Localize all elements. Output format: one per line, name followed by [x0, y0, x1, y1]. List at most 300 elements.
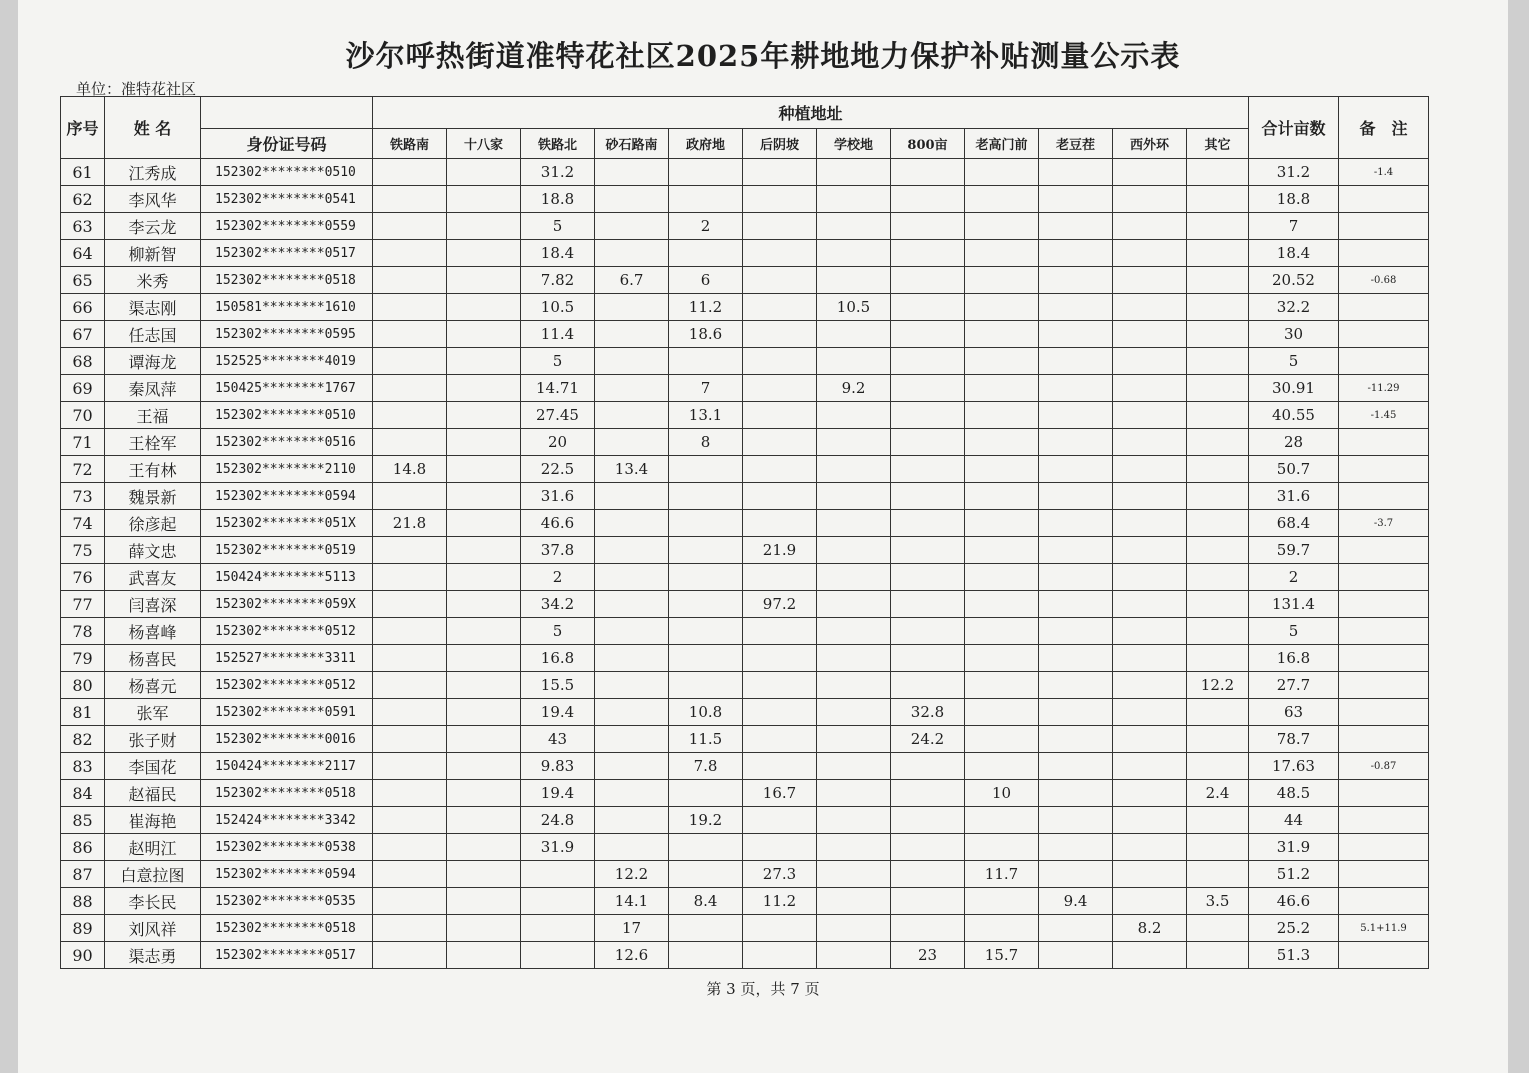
- total-cell: 18.8: [1249, 186, 1339, 213]
- area-cell: [595, 564, 669, 591]
- area-cell: [669, 483, 743, 510]
- area-cell: [373, 240, 447, 267]
- name-cell: 王栓军: [105, 429, 201, 456]
- seq-cell: 61: [61, 159, 105, 186]
- area-cell: [595, 753, 669, 780]
- area-cell: [1113, 726, 1187, 753]
- table-row: [61, 186, 1429, 213]
- area-cell: [891, 537, 965, 564]
- area-cell: [743, 915, 817, 942]
- area-cell: [1113, 780, 1187, 807]
- area-cell: 34.2: [521, 591, 595, 618]
- unit-label: 单位：准特花社区: [76, 80, 197, 98]
- table-row: [61, 294, 1429, 321]
- area-cell: [1039, 429, 1113, 456]
- name-cell: 魏景新: [105, 483, 201, 510]
- subsidy-table: [60, 96, 1429, 969]
- seq-cell: 70: [61, 402, 105, 429]
- place-header: 老豆茬: [1039, 129, 1113, 159]
- area-cell: [1187, 861, 1249, 888]
- seq-cell: 83: [61, 753, 105, 780]
- area-cell: 10: [965, 780, 1039, 807]
- area-cell: [817, 888, 891, 915]
- area-cell: 5: [521, 618, 595, 645]
- name-cell: 杨喜峰: [105, 618, 201, 645]
- remark-cell: -11.29: [1339, 375, 1429, 402]
- area-cell: 18.8: [521, 186, 595, 213]
- id-cell: 152302********0518: [201, 780, 373, 807]
- area-cell: [669, 159, 743, 186]
- seq-cell: 90: [61, 942, 105, 969]
- area-cell: [891, 834, 965, 861]
- area-cell: [373, 294, 447, 321]
- area-cell: [447, 672, 521, 699]
- area-cell: [1187, 348, 1249, 375]
- area-cell: [373, 645, 447, 672]
- area-cell: [595, 429, 669, 456]
- area-cell: [595, 159, 669, 186]
- area-cell: [817, 429, 891, 456]
- area-cell: [965, 564, 1039, 591]
- area-cell: [669, 780, 743, 807]
- area-cell: [817, 402, 891, 429]
- area-cell: [965, 672, 1039, 699]
- area-cell: 6.7: [595, 267, 669, 294]
- area-cell: [743, 186, 817, 213]
- area-cell: [1113, 267, 1187, 294]
- place-header: 政府地: [669, 129, 743, 159]
- name-header: 姓 名: [105, 97, 201, 159]
- area-cell: [669, 618, 743, 645]
- area-cell: [817, 699, 891, 726]
- seq-cell: 76: [61, 564, 105, 591]
- area-cell: [1187, 402, 1249, 429]
- area-cell: 10.8: [669, 699, 743, 726]
- name-cell: 王福: [105, 402, 201, 429]
- area-cell: [817, 213, 891, 240]
- area-cell: 18.6: [669, 321, 743, 348]
- total-cell: 2: [1249, 564, 1339, 591]
- area-cell: [891, 348, 965, 375]
- area-cell: 2: [521, 564, 595, 591]
- area-cell: 10.5: [521, 294, 595, 321]
- area-cell: [743, 294, 817, 321]
- id-cell: 152302********0510: [201, 159, 373, 186]
- id-cell: 152525********4019: [201, 348, 373, 375]
- name-cell: 秦凤萍: [105, 375, 201, 402]
- id-cell: 152527********3311: [201, 645, 373, 672]
- total-cell: 28: [1249, 429, 1339, 456]
- area-cell: [373, 591, 447, 618]
- remark-cell: [1339, 699, 1429, 726]
- area-cell: [1113, 159, 1187, 186]
- document-title: 沙尔呼热街道准特花社区2025年耕地地力保护补贴测量公示表: [345, 39, 1181, 73]
- table-row: [61, 510, 1429, 537]
- area-cell: [1187, 483, 1249, 510]
- area-cell: [965, 213, 1039, 240]
- area-cell: 11.4: [521, 321, 595, 348]
- table-row: [61, 483, 1429, 510]
- area-cell: [891, 429, 965, 456]
- area-cell: [669, 537, 743, 564]
- area-cell: [595, 726, 669, 753]
- area-cell: [1113, 240, 1187, 267]
- seq-cell: 69: [61, 375, 105, 402]
- area-cell: [965, 429, 1039, 456]
- seq-cell: 89: [61, 915, 105, 942]
- table-row: [61, 672, 1429, 699]
- id-header-top: [201, 97, 373, 129]
- seq-cell: 68: [61, 348, 105, 375]
- place-header: 铁路北: [521, 129, 595, 159]
- name-cell: 张军: [105, 699, 201, 726]
- area-cell: [595, 672, 669, 699]
- area-cell: [447, 456, 521, 483]
- area-cell: [1039, 834, 1113, 861]
- area-cell: [373, 888, 447, 915]
- area-cell: 21.8: [373, 510, 447, 537]
- area-cell: [521, 942, 595, 969]
- area-cell: [1187, 240, 1249, 267]
- area-cell: 18.4: [521, 240, 595, 267]
- area-cell: [743, 240, 817, 267]
- area-cell: 2.4: [1187, 780, 1249, 807]
- place-header: 铁路南: [373, 129, 447, 159]
- area-cell: 8: [669, 429, 743, 456]
- area-cell: [595, 618, 669, 645]
- area-cell: [1187, 159, 1249, 186]
- area-cell: [1039, 159, 1113, 186]
- area-cell: [965, 807, 1039, 834]
- area-cell: [1039, 861, 1113, 888]
- seq-cell: 64: [61, 240, 105, 267]
- area-cell: [1039, 510, 1113, 537]
- area-cell: 8.2: [1113, 915, 1187, 942]
- name-cell: 李风华: [105, 186, 201, 213]
- id-cell: 152424********3342: [201, 807, 373, 834]
- name-cell: 谭海龙: [105, 348, 201, 375]
- area-cell: 8.4: [669, 888, 743, 915]
- area-cell: [743, 213, 817, 240]
- area-cell: [891, 267, 965, 294]
- total-cell: 7: [1249, 213, 1339, 240]
- area-cell: [447, 753, 521, 780]
- area-cell: [817, 186, 891, 213]
- remark-cell: [1339, 294, 1429, 321]
- id-cell: 152302********0541: [201, 186, 373, 213]
- area-cell: [1039, 753, 1113, 780]
- area-cell: [817, 618, 891, 645]
- area-cell: [1187, 213, 1249, 240]
- area-cell: [373, 321, 447, 348]
- table-row: [61, 348, 1429, 375]
- area-cell: [817, 672, 891, 699]
- area-cell: [1039, 645, 1113, 672]
- remark-cell: [1339, 564, 1429, 591]
- area-cell: 9.4: [1039, 888, 1113, 915]
- area-cell: [447, 429, 521, 456]
- area-cell: 14.1: [595, 888, 669, 915]
- table-row: [61, 591, 1429, 618]
- id-cell: 152302********0518: [201, 915, 373, 942]
- area-cell: [595, 780, 669, 807]
- place-header: 800亩: [891, 129, 965, 159]
- area-cell: 6: [669, 267, 743, 294]
- table-row: [61, 942, 1429, 969]
- area-cell: 5: [521, 213, 595, 240]
- area-cell: 27.45: [521, 402, 595, 429]
- area-cell: [1187, 456, 1249, 483]
- area-cell: [743, 564, 817, 591]
- total-cell: 46.6: [1249, 888, 1339, 915]
- area-cell: [891, 753, 965, 780]
- area-cell: [595, 591, 669, 618]
- area-cell: [595, 510, 669, 537]
- area-cell: 19.2: [669, 807, 743, 834]
- area-cell: [891, 807, 965, 834]
- id-cell: 152302********059X: [201, 591, 373, 618]
- name-cell: 李长民: [105, 888, 201, 915]
- remark-cell: -1.4: [1339, 159, 1429, 186]
- area-cell: [447, 537, 521, 564]
- area-cell: 15.7: [965, 942, 1039, 969]
- area-cell: [1039, 348, 1113, 375]
- name-cell: 米秀: [105, 267, 201, 294]
- seq-cell: 86: [61, 834, 105, 861]
- area-cell: 12.2: [595, 861, 669, 888]
- id-cell: 152302********0512: [201, 672, 373, 699]
- area-cell: [373, 375, 447, 402]
- area-cell: [447, 483, 521, 510]
- area-cell: [447, 348, 521, 375]
- area-cell: 7.8: [669, 753, 743, 780]
- total-cell: 30.91: [1249, 375, 1339, 402]
- area-cell: 5: [521, 348, 595, 375]
- area-cell: [373, 483, 447, 510]
- area-cell: [817, 753, 891, 780]
- id-cell: 152302********0016: [201, 726, 373, 753]
- area-cell: [595, 402, 669, 429]
- remark-cell: [1339, 834, 1429, 861]
- area-cell: [595, 294, 669, 321]
- area-cell: [891, 672, 965, 699]
- area-cell: [669, 915, 743, 942]
- table-row: [61, 321, 1429, 348]
- area-cell: [965, 456, 1039, 483]
- remark-cell: [1339, 591, 1429, 618]
- remark-cell: -3.7: [1339, 510, 1429, 537]
- area-cell: [1187, 375, 1249, 402]
- area-cell: [965, 321, 1039, 348]
- table-row: [61, 402, 1429, 429]
- area-cell: [1113, 591, 1187, 618]
- area-cell: 32.8: [891, 699, 965, 726]
- area-cell: [817, 645, 891, 672]
- total-cell: 30: [1249, 321, 1339, 348]
- area-cell: [817, 861, 891, 888]
- name-cell: 江秀成: [105, 159, 201, 186]
- table-body: [61, 159, 1429, 969]
- area-cell: [965, 591, 1039, 618]
- seq-cell: 85: [61, 807, 105, 834]
- area-cell: [1113, 429, 1187, 456]
- area-cell: [1039, 402, 1113, 429]
- area-cell: [1113, 618, 1187, 645]
- place-header: 十八家: [447, 129, 521, 159]
- area-cell: [373, 753, 447, 780]
- area-cell: [1113, 861, 1187, 888]
- name-cell: 闫喜深: [105, 591, 201, 618]
- table-row: [61, 861, 1429, 888]
- area-cell: 12.6: [595, 942, 669, 969]
- remark-cell: [1339, 942, 1429, 969]
- area-cell: [669, 672, 743, 699]
- remark-cell: -1.45: [1339, 402, 1429, 429]
- area-cell: 43: [521, 726, 595, 753]
- area-cell: [1113, 456, 1187, 483]
- area-cell: 16.7: [743, 780, 817, 807]
- area-cell: 24.2: [891, 726, 965, 753]
- area-cell: [965, 375, 1039, 402]
- area-cell: 13.4: [595, 456, 669, 483]
- seq-cell: 79: [61, 645, 105, 672]
- area-cell: [891, 321, 965, 348]
- area-cell: [1113, 645, 1187, 672]
- area-cell: [1039, 915, 1113, 942]
- remark-header: 备 注: [1339, 97, 1429, 159]
- seq-cell: 71: [61, 429, 105, 456]
- name-cell: 李国花: [105, 753, 201, 780]
- area-cell: [743, 618, 817, 645]
- area-cell: [669, 942, 743, 969]
- area-cell: [1187, 645, 1249, 672]
- total-cell: 40.55: [1249, 402, 1339, 429]
- total-cell: 17.63: [1249, 753, 1339, 780]
- seq-cell: 66: [61, 294, 105, 321]
- area-cell: [891, 618, 965, 645]
- area-cell: 11.5: [669, 726, 743, 753]
- area-cell: 31.2: [521, 159, 595, 186]
- area-cell: 11.2: [743, 888, 817, 915]
- area-cell: [373, 915, 447, 942]
- area-cell: [891, 240, 965, 267]
- area-cell: 27.3: [743, 861, 817, 888]
- area-cell: [1039, 294, 1113, 321]
- area-cell: [1113, 483, 1187, 510]
- table-row: [61, 780, 1429, 807]
- area-cell: [1113, 564, 1187, 591]
- area-cell: [1113, 753, 1187, 780]
- area-cell: [373, 726, 447, 753]
- area-cell: 15.5: [521, 672, 595, 699]
- area-cell: [1039, 672, 1113, 699]
- name-cell: 张子财: [105, 726, 201, 753]
- area-cell: [447, 618, 521, 645]
- area-cell: [595, 240, 669, 267]
- area-cell: [743, 753, 817, 780]
- area-cell: [447, 834, 521, 861]
- area-cell: [965, 159, 1039, 186]
- area-cell: [595, 213, 669, 240]
- id-cell: 152302********0510: [201, 402, 373, 429]
- area-cell: 21.9: [743, 537, 817, 564]
- area-cell: [447, 807, 521, 834]
- table-row: [61, 807, 1429, 834]
- id-cell: 152302********0517: [201, 240, 373, 267]
- area-cell: [1113, 672, 1187, 699]
- area-cell: [817, 348, 891, 375]
- page-footer: 第 3 页，共 7 页: [706, 980, 820, 998]
- id-cell: 152302********0538: [201, 834, 373, 861]
- remark-cell: [1339, 645, 1429, 672]
- area-cell: [1113, 807, 1187, 834]
- area-cell: [1113, 294, 1187, 321]
- area-cell: [1039, 807, 1113, 834]
- area-cell: [521, 915, 595, 942]
- area-cell: [1039, 483, 1113, 510]
- id-cell: 152302********0519: [201, 537, 373, 564]
- area-cell: [965, 618, 1039, 645]
- area-cell: [1039, 537, 1113, 564]
- place-header: 西外环: [1113, 129, 1187, 159]
- name-cell: 武喜友: [105, 564, 201, 591]
- area-cell: [1039, 942, 1113, 969]
- area-cell: [595, 321, 669, 348]
- area-cell: [447, 699, 521, 726]
- area-cell: [743, 402, 817, 429]
- id-cell: 150424********2117: [201, 753, 373, 780]
- area-cell: [1113, 348, 1187, 375]
- area-cell: [1039, 240, 1113, 267]
- total-header: 合计亩数: [1249, 97, 1339, 159]
- area-cell: [743, 429, 817, 456]
- area-cell: [1113, 213, 1187, 240]
- seq-cell: 81: [61, 699, 105, 726]
- area-cell: [373, 780, 447, 807]
- place-header: 后阴坡: [743, 129, 817, 159]
- total-cell: 18.4: [1249, 240, 1339, 267]
- area-cell: [965, 726, 1039, 753]
- area-cell: [1113, 888, 1187, 915]
- area-cell: 16.8: [521, 645, 595, 672]
- area-cell: [373, 267, 447, 294]
- table-row: [61, 915, 1429, 942]
- area-cell: [373, 618, 447, 645]
- remark-cell: [1339, 726, 1429, 753]
- area-cell: [447, 564, 521, 591]
- area-cell: [965, 186, 1039, 213]
- table-row: [61, 240, 1429, 267]
- area-cell: [817, 915, 891, 942]
- area-cell: [1039, 186, 1113, 213]
- area-cell: [669, 186, 743, 213]
- id-cell: 152302********0517: [201, 942, 373, 969]
- area-cell: 31.6: [521, 483, 595, 510]
- area-cell: [817, 807, 891, 834]
- id-header: 身份证号码: [201, 129, 373, 159]
- area-cell: [965, 537, 1039, 564]
- id-cell: 152302********0512: [201, 618, 373, 645]
- area-cell: [891, 213, 965, 240]
- area-cell: 14.8: [373, 456, 447, 483]
- area-cell: [743, 321, 817, 348]
- area-cell: [743, 645, 817, 672]
- area-cell: [965, 348, 1039, 375]
- seq-cell: 65: [61, 267, 105, 294]
- area-cell: [891, 456, 965, 483]
- table-row: [61, 726, 1429, 753]
- area-cell: [373, 537, 447, 564]
